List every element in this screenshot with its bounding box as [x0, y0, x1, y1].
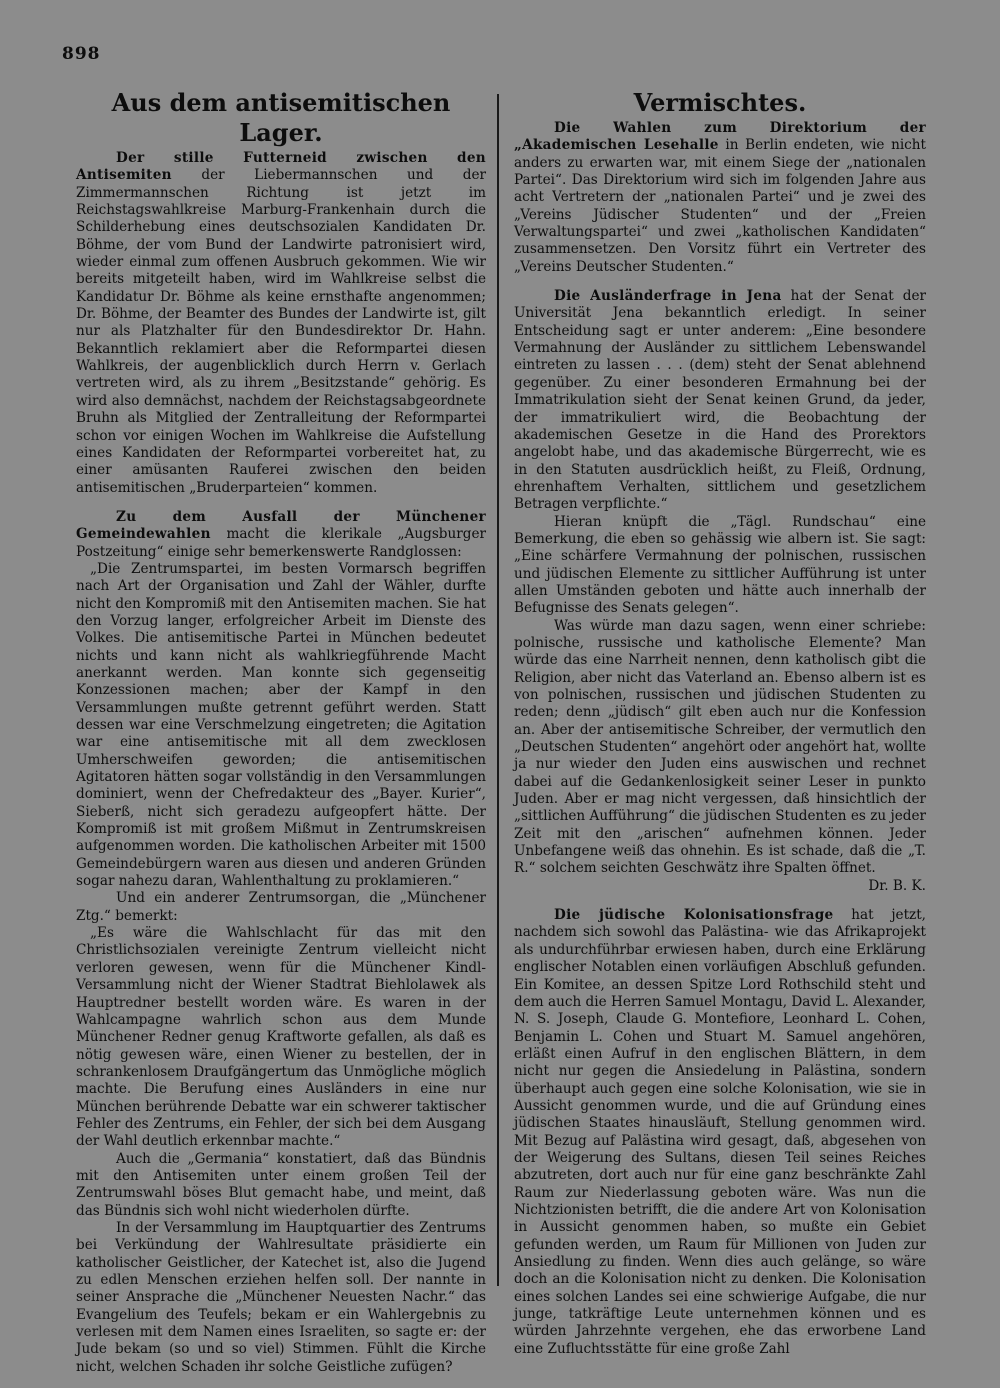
- right-column: [514, 88, 926, 1370]
- article-headline: Die Wahlen zum Direktorium der „Akademischen Lesehalle: [514, 120, 926, 154]
- body-paragraph: Was würde man dazu sagen, wenn einer schriebe: polnische, russische und katholische Elemente? Man würde das eine Narrheit nennen, denn katholisch gibt die Religion, aber nicht das Vaterland an. Ebenso albern ist es von polnischen, russischen und jüdischen Studenten zu reden; denn „jüdisch“ gilt eben auch nur die Konfession an. Aber der antisemitische Schreiber, der vermutlich den „Deutschen Studenten“ angehört oder angehört hat, wollte ja nur wieder den Juden eins auswischen und rechnet dabei auf die Gedankenlosigkeit seiner Leser in punkto Juden. Aber er mag nicht vergessen, daß hinsichtlich der „sittlichen Aufführung“ die jüdischen Studenten es zu jeder Zeit mit den „arischen“ aufnehmen können. Jeder Unbefangene weiß das ohnehin. Es ist schade, daß die „T. R.“ solchem seichten Geschwätz ihre Spalten öffnet.: [514, 617, 926, 877]
- left-column: [76, 88, 486, 1388]
- article-muenchener-wahlen: [76, 509, 486, 1376]
- author-signature: Dr. B. K.: [868, 877, 926, 894]
- article-lesehalle: [514, 120, 926, 276]
- body-paragraph: Hieran knüpft die „Tägl. Rundschau“ eine Bemerkung, die eben so gehässig wie albern ist. Sie sagt: „Eine schärfere Vermahnung der polnischen, russischen und jüdischen Elemente zu sittlicher Aufführung ist unter allen Umständen geboten und hätte auch innerhalb der Befugnisse des Senats gelegen“.: [514, 513, 926, 617]
- body-paragraph: Und ein anderer Zentrumsorgan, die „Münchener Ztg.“ bemerkt:: [76, 890, 486, 924]
- article-body: hat jetzt, nachdem sich sowohl das Palästina- wie das Afrikaprojekt als undurchführbar erwiesen haben, durch eine Erklärung englischer Notablen einen vorläufigen Abschluß gefunden. Ein Komitee, an dessen Spitze Lord Rothschild steht und dem auch die Herren Samuel Montagu, David L. Alexander, N. S. Joseph, Claude G. Montefiore, Leonhard L. Cohen, Benjamin L. Cohen und Stuart M. Samuel angehören, erläßt einen Aufruf in den englischen Blättern, in dem nicht nur gegen die Ansiedelung in Palästina, sondern überhaupt auch gegen eine solche Kolonisation, wie sie in Aussicht genommen wurde, und die auf Gründung eines jüdischen Staates hinausläuft, Stellung genommen wird. Mit Bezug auf Palästina wird gesagt, daß, abgesehen von der Weigerung des Sultans, diesen Teil seines Reiches abzutreten, dort auch nur für eine ganz beschränkte Zahl Raum zur Niederlassung geboten wäre. Was nun die Nichtzionisten betrifft, die die andere Art von Kolonisation in Aussicht genommen haben, so mußte ein Gebiet gefunden werden, um Raum für Millionen von Juden zur Ansiedlung zu finden. Wenn dies auch gelänge, so wäre doch an die Kolonisation nicht zu denken. Die Kolonisation eines solchen Landes sei eine schwierige Aufgabe, die nur junge, tatkräftige Leute unternehmen können und es würden Jahrzehnte vergehen, ehe das erworbene Land eine Zufluchtsstätte für eine große Zahl: [514, 907, 927, 1357]
- article-body: hat der Senat der Universität Jena bekanntlich erledigt. In seiner Entscheidung sagt er unter anderem: „Eine besondere Vermahnung der Ausländer zu sittlichem Lebenswandel eintreten zu lassen . . . (dem) steht der Senat ablehnend gegenüber. Zu einer besonderen Ermahnung bei der Immatrikulation sieht der Senat keinen Grund, da jeder, der immatrikuliert wird, die Beobachtung der akademischen Gesetze in die Hand des Prorektors angelobt habe, und das akademische Bürgerrecht, wie es in den Statuten ausdrücklich heißt, zu Fleiß, Ordnung, ehrenhaftem Verhalten, sittlichem und gesetzlichem Betragen verpflichte.“: [514, 288, 926, 513]
- article-headline: Die Ausländerfrage in Jena: [554, 288, 782, 305]
- column-divider: [497, 94, 499, 1286]
- article-headline: Die jüdische Kolonisationsfrage: [554, 907, 834, 924]
- quote-paragraph: „Die Zentrumspartei, im besten Vormarsch begriffen nach Art der Organisation und Zahl der Wähler, durfte nicht den Kompromiß mit den Antisemiten machen. Sie hat den Vorzug langer, erfolgreicher Arbeit im Dienste des Volkes. Die antisemitische Partei in München bedeutet nichts und kann nicht als wahlkriegführende Macht anerkannt werden. Man konnte sich gegenseitig Konzessionen machen; aber der Kampf in den Versammlungen mußte getrennt geführt werden. Statt dessen war eine Verschmelzung eingetreten; die Agitation war eine antisemitische mit all dem zwecklosen Umherschweifen geworden; die antisemitischen Agitatoren hätten sogar vollständig in den Versammlungen dominiert, wenn der Chefredakteur des „Bayer. Kurier“, Sieberß, nicht sich geradezu aufgeopfert hätte. Der Kompromiß ist mit großem Mißmut in Zentrumskreisen aufgenommen worden. Die katholischen Arbeiter mit 1500 Gemeindebürgern waren aus diesen und anderen Gründen sogar nahezu daran, Wahlenthaltung zu proklamieren.“: [76, 560, 486, 890]
- article-kolonisationsfrage: [514, 907, 926, 1358]
- body-paragraph: In der Versammlung im Hauptquartier des Zentrums bei Verkündung der Wahlresultate präsidierte ein katholischer Geistlicher, der Katechet ist, also die Jugend zu edlen Menschen erziehen helfen soll. Der nannte in seiner Ansprache die „Münchener Neuesten Nachr.“ das Evangelium des Teufels; bekam er ein Wahlergebnis zu verlesen mit dem Namen eines Israeliten, so sagte er: der Jude bekam (so und so viel) Stimmen. Fühlt die Kirche nicht, welchen Schaden ihr solche Geistliche zufügen?: [76, 1219, 486, 1375]
- article-headline: Zu dem Ausfall der Münchener Gemeindewahlen: [76, 508, 486, 543]
- section-title-right: Vermischtes.: [633, 88, 807, 117]
- body-paragraph: Auch die „Germania“ konstatiert, daß das Bündnis mit den Antisemiten unter einem großen Teil der Zentrumswahl böses Blut gemacht habe, und meint, daß das Bündnis sich wohl nicht wiederholen dürfte.: [76, 1150, 486, 1219]
- quote-paragraph: „Es wäre die Wahlschlacht für das mit den Christlichsozialen vereinigte Zentrum vielleicht nicht verloren gewesen, wenn für die Münchener Kindl-Versammlung nicht der Wiener Stadtrat Biehlolawek als Hauptredner bestellt worden wäre. Es waren in der Wahlcampagne wahrlich schon aus dem Munde Münchener Redner genug Kraftworte gefallen, als daß es nötig gewesen wäre, einen Wiener zu bestellen, der in schrankenlosem Draufgängertum das Unmögliche möglich machte. Die Berufung eines Ausländers in eine nur München berührende Debatte war ein schwerer taktischer Fehler des Zentrums, ein Fehler, der sich bei dem Ausgang der Wahl deutlich erkennbar machte.“: [76, 925, 486, 1150]
- article-headline: Der stille Futterneid zwischen den Antisemiten: [76, 150, 486, 184]
- article-auslaenderfrage: [514, 288, 926, 895]
- article-body: macht die klerikale „Augsburger Postzeitung“ einige sehr bemerkenswerte Randglossen:: [76, 526, 486, 560]
- article-body: in Berlin endeten, wie nicht anders zu erwarten war, mit einem Siege der „nationalen Partei“. Das Direktorium wird sich im folgenden Jahre aus acht Vertretern der „nationalen Partei“ und je zwei des „Vereins Jüdischer Studenten“ und der „Freien Verwaltungspartei“ und zwei „katholischen Kandidaten“ zusammensetzen. Den Vorsitz führt ein Vertreter des „Vereins Deutscher Studenten.“: [514, 137, 927, 275]
- page-number: 898: [62, 44, 101, 64]
- article-futterneid: [76, 150, 486, 497]
- article-body: der Liebermannschen und der Zimmermannschen Richtung ist jetzt im Reichstagswahlkreise Marburg-Frankenhain durch die Schilderhebung eines deutschsozialen Kandidaten Dr. Böhme, der vom Bund der Landwirte patronisiert wird, wieder einmal zum offenen Ausbruch gekommen. Wie wir bereits mitgeteilt haben, wird im Wahlkreise selbst die Kandidatur Dr. Böhme als keine ernsthafte angenommen; Dr. Böhme, der Beamter des Bundes der Landwirte ist, gilt nur als Platzhalter für den Bundesdirektor Dr. Hahn. Bekanntlich reklamiert aber die Reformpartei diesen Wahlkreis, der augenblicklich durch Herrn v. Gerlach vertreten wird, als zu ihrem „Besitzstande“ gehörig. Es wird also demnächst, nachdem der Reichstagsabgeordnete Bruhn als Mitglied der Zentralleitung der Reformpartei schon vor einigen Wochen im Wahlkreise die Aufstellung eines Kandidaten der Reformpartei vorbereitet hat, zu einer amüsanten Rauferei zwischen den beiden antisemitischen „Bruderparteien“ kommen.: [76, 167, 487, 496]
- section-title-left: Aus dem antisemitischen Lager.: [111, 88, 451, 147]
